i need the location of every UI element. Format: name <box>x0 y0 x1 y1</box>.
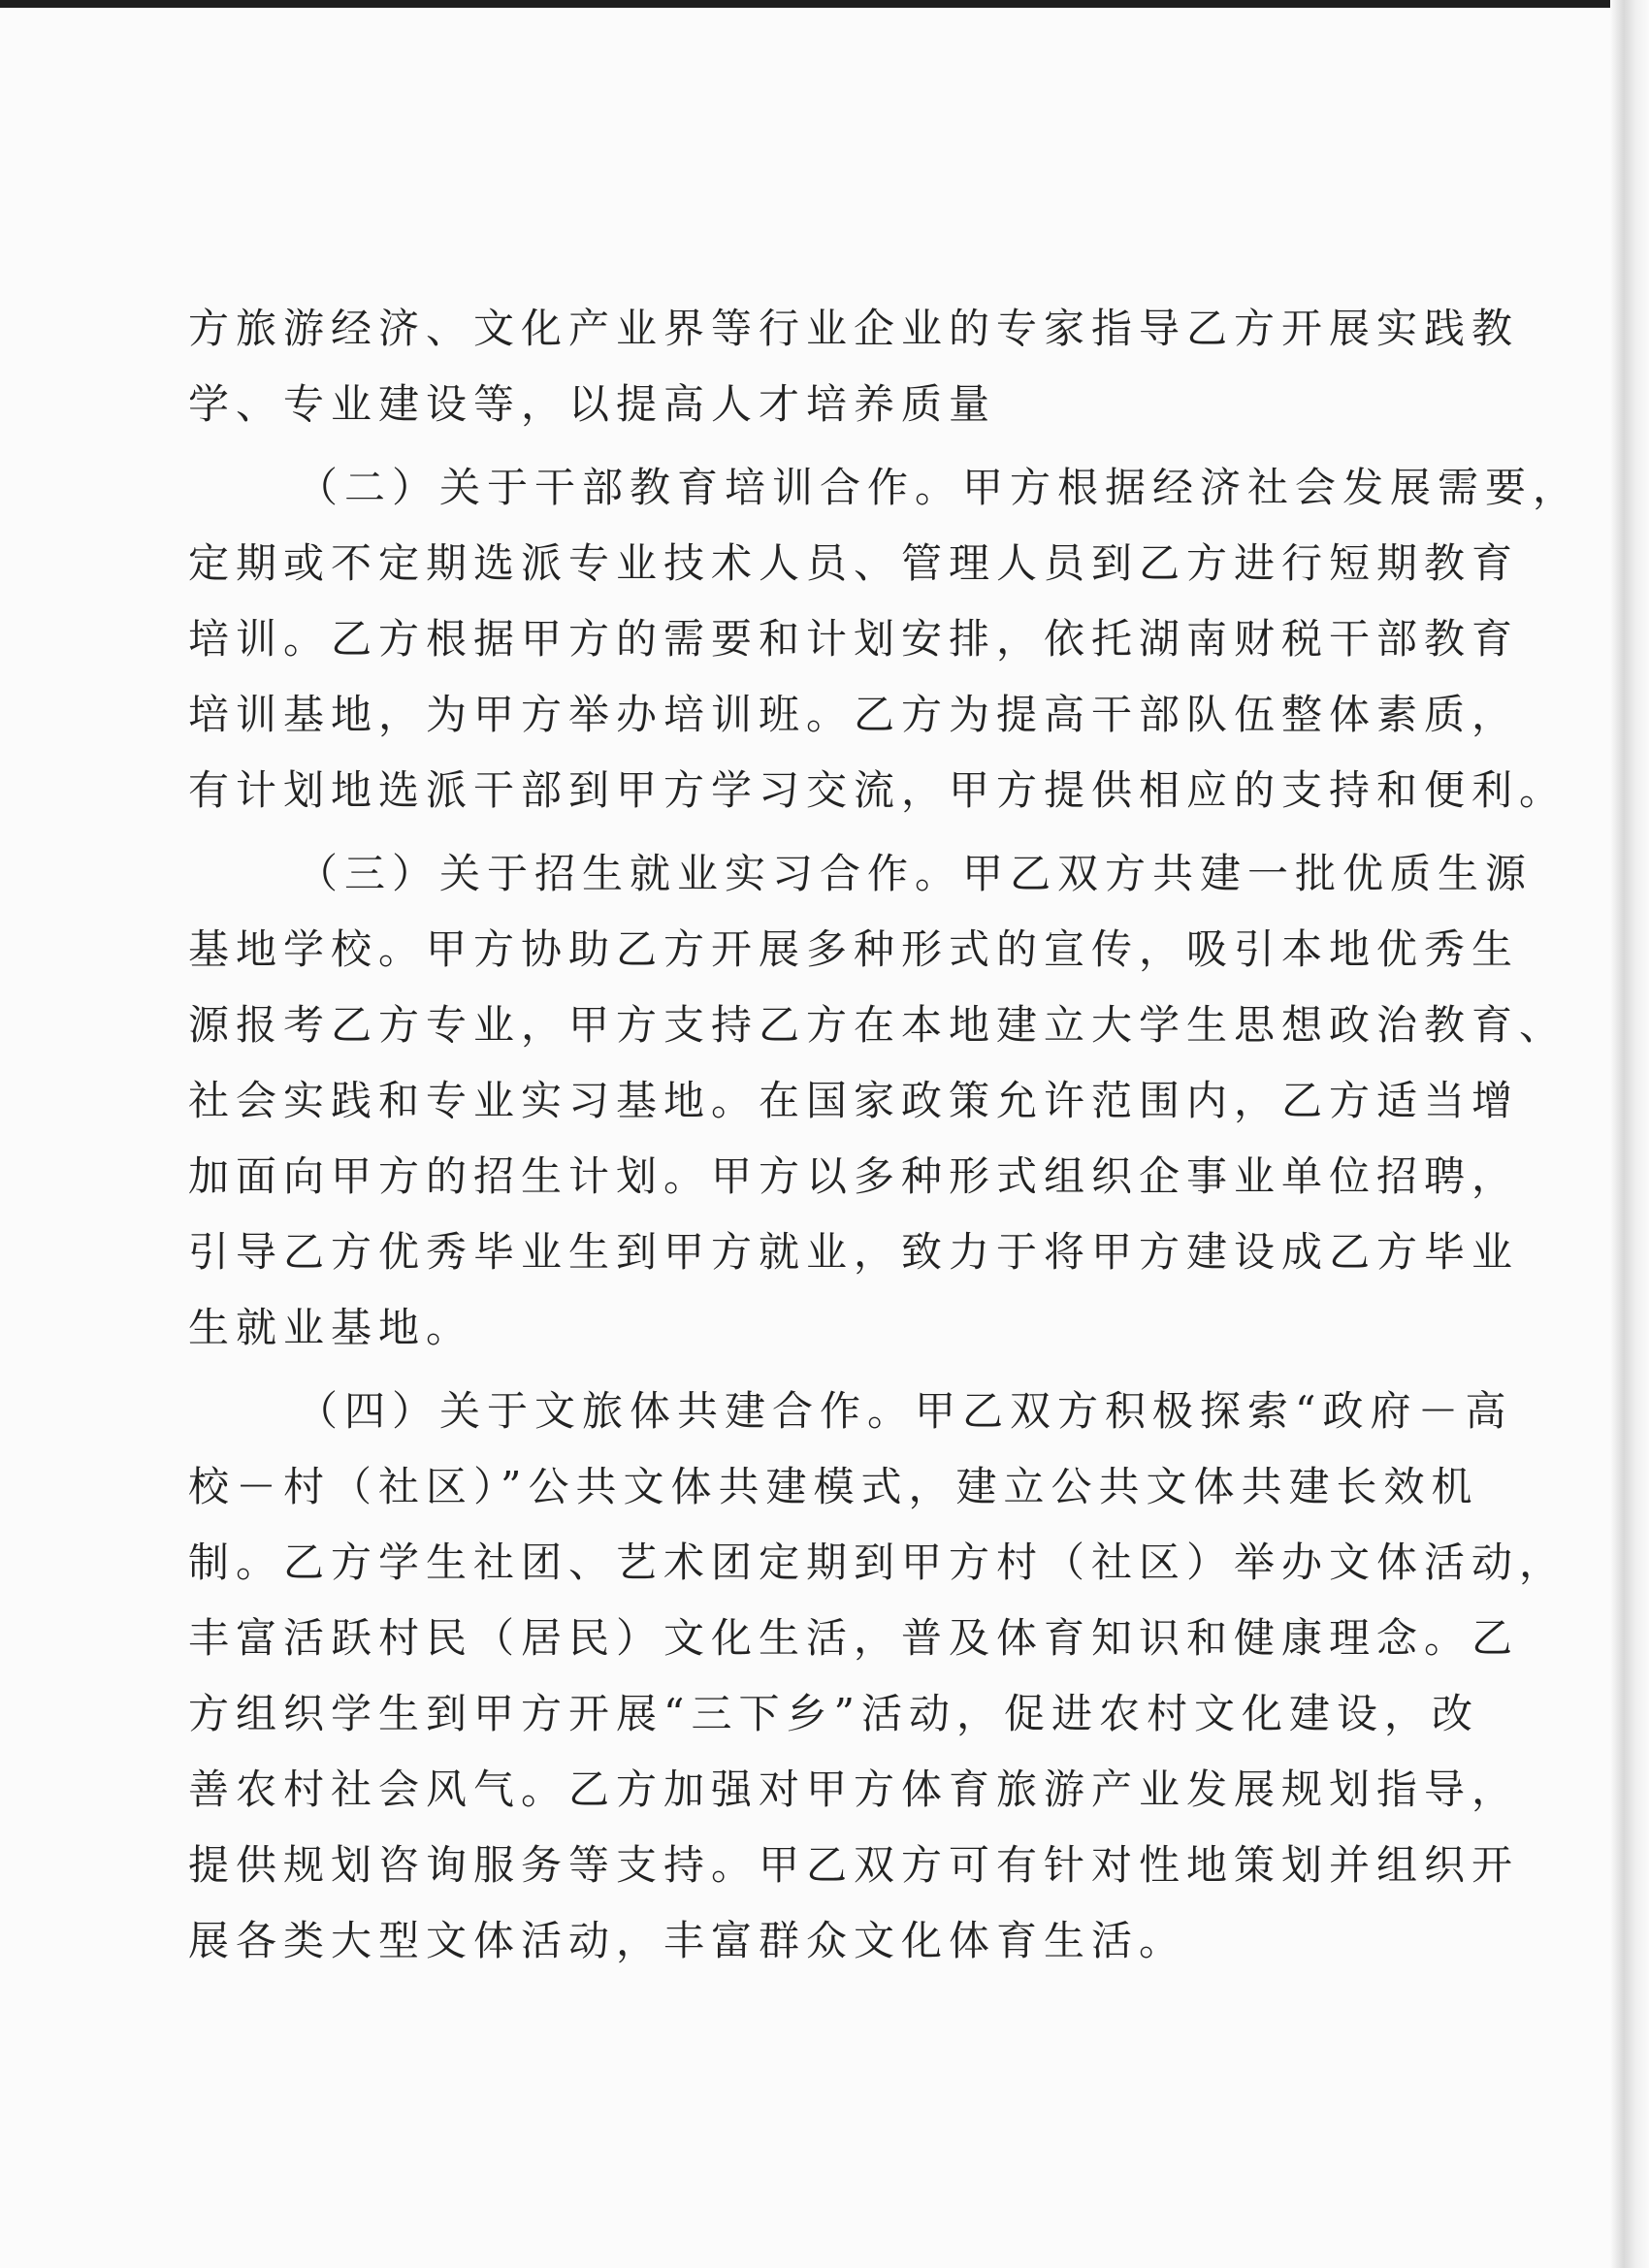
text-line: 基地学校。甲方协助乙方开展多种形式的宣传，吸引本地优秀生 <box>188 925 1520 973</box>
text-line: 源报考乙方专业，甲方支持乙方在本地建立大学生思想政治教育、 <box>188 1001 1568 1049</box>
text-line: 生就业基地。 <box>188 1304 474 1351</box>
text-line: 学、专业建设等，以提高人才培养质量 <box>188 380 997 428</box>
document-page <box>188 291 1581 1979</box>
text-line: 加面向甲方的招生计划。甲方以多种形式组织企事业单位招聘， <box>188 1152 1520 1200</box>
text-line: 展各类大型文体活动，丰富群众文化体育生活。 <box>188 1917 1187 1964</box>
section-four-heading-line: （四）关于文旅体共建合作。甲乙双方积极探索“政府－高 <box>297 1387 1513 1435</box>
spacer <box>188 1366 1410 1374</box>
text-line: 提供规划咨询服务等支持。甲乙双方可有针对性地策划并组织开 <box>188 1841 1520 1889</box>
text-line: 善农村社会风气。乙方加强对甲方体育旅游产业发展规划指导， <box>188 1766 1520 1813</box>
text-line: 定期或不定期选派专业技术人员、管理人员到乙方进行短期教育 <box>188 539 1520 587</box>
text-line: 方旅游经济、文化产业界等行业企业的专家指导乙方开展实践教 <box>188 305 1520 352</box>
section-two-heading-line: （二）关于干部教育培训合作。甲方根据经济社会发展需要， <box>297 464 1581 511</box>
text-line: 培训基地，为甲方举办培训班。乙方为提高干部队伍整体素质， <box>188 691 1520 738</box>
scan-edge-top <box>0 0 1649 8</box>
text-line: 方组织学生到甲方开展“三下乡”活动，促进农村文化建设，改 <box>188 1690 1479 1737</box>
text-line: 社会实践和专业实习基地。在国家政策允许范围内，乙方适当增 <box>188 1077 1520 1124</box>
spacer <box>188 442 1410 450</box>
scan-edge-right <box>1610 0 1649 2268</box>
text-line: 丰富活跃村民（居民）文化生活，普及体育知识和健康理念。乙 <box>188 1614 1520 1662</box>
section-three-heading-line: （三）关于招生就业实习合作。甲乙双方共建一批优质生源 <box>297 850 1534 897</box>
spacer <box>188 828 1410 836</box>
text-line: 制。乙方学生社团、艺术团定期到甲方村（社区）举办文体活动， <box>188 1539 1568 1586</box>
text-line: 引导乙方优秀毕业生到甲方就业，致力于将甲方建设成乙方毕业 <box>188 1228 1520 1276</box>
text-line: 培训。乙方根据甲方的需要和计划安排，依托湖南财税干部教育 <box>188 615 1520 663</box>
text-line: 校－村（社区）”公共文体共建模式，建立公共文体共建长效机 <box>188 1463 1479 1510</box>
text-line: 有计划地选派干部到甲方学习交流，甲方提供相应的支持和便利。 <box>188 766 1568 814</box>
